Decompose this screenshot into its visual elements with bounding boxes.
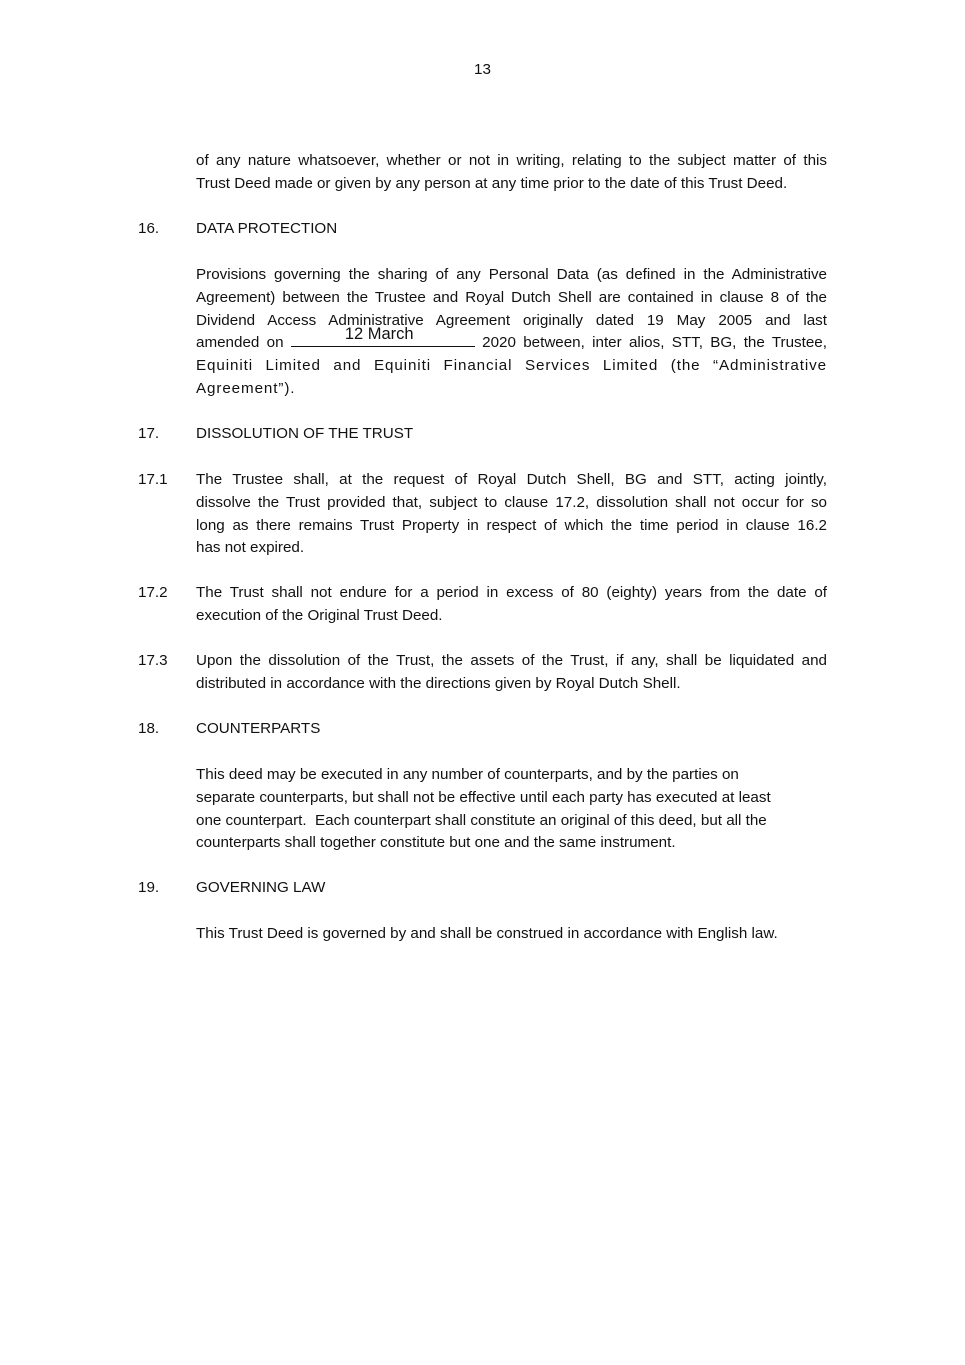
section-19-heading: GOVERNING LAW	[196, 879, 326, 896]
paragraph-line: separate counterparts, but shall not be effective until each party has executed at least	[196, 788, 771, 806]
clause-17-1-number: 17.1	[138, 471, 168, 488]
amended-line	[196, 325, 827, 355]
paragraph-line: The Trustee shall, at the request of Royal Dutch Shell, BG and STT, acting jointly,	[196, 471, 827, 488]
section-18-heading: COUNTERPARTS	[196, 720, 321, 737]
paragraph-line: Agreement”).	[196, 379, 296, 397]
section-17-number: 17.	[138, 425, 160, 442]
page-number: 13	[474, 61, 491, 78]
paragraph-line: Agreement) between the Trustee and Royal Dutch Shell are contained in clause 8 of the	[196, 288, 827, 306]
section-16-paragraph	[196, 264, 827, 401]
section-18-paragraph	[196, 764, 827, 855]
section-18-number: 18.	[138, 720, 160, 737]
paragraph-line: execution of the Original Trust Deed.	[196, 606, 443, 624]
intro-line: Trust Deed made or given by any person at any time prior to the date of this Trust Deed.	[196, 174, 788, 192]
intro-line: of any nature whatsoever, whether or not in writing, relating to the subject matter of this	[196, 152, 827, 169]
paragraph-line: Upon the dissolution of the Trust, the assets of the Trust, if any, shall be liquidated and	[196, 652, 827, 669]
clause-17-2-text	[196, 582, 827, 628]
section-17-heading: DISSOLUTION OF THE TRUST	[196, 425, 414, 442]
section-16-number: 16.	[138, 220, 160, 237]
paragraph-line: one counterpart. Each counterpart shall constitute an original of this deed, but all the	[196, 811, 767, 829]
paragraph-line: long as there remains Trust Property in respect of which the time period in clause 16.2	[196, 516, 827, 534]
date-blank-value: 12 March	[344, 325, 414, 344]
paragraph-line: This deed may be executed in any number of counterparts, and by the parties on	[196, 766, 739, 783]
amended-suffix: 2020 between, inter alios, STT, BG, the Trustee,	[482, 334, 827, 352]
clause-17-3-text	[196, 650, 827, 696]
section-19-number: 19.	[138, 879, 160, 896]
intro-paragraph	[196, 150, 827, 196]
section-19-paragraph	[196, 923, 827, 946]
paragraph-line: The Trust shall not endure for a period in excess of 80 (eighty) years from the date of	[196, 584, 827, 601]
paragraph-line: has not expired.	[196, 539, 305, 557]
clause-17-3-number: 17.3	[138, 652, 168, 669]
paragraph-line: Provisions governing the sharing of any Personal Data (as defined in the Administrative	[196, 266, 827, 283]
date-blank-field	[291, 325, 475, 347]
clause-17-2-number: 17.2	[138, 584, 168, 601]
clause-17-1-text	[196, 469, 827, 560]
paragraph-line: Dividend Access Administrative Agreement originally dated 19 May 2005 and last	[196, 311, 827, 329]
paragraph-line: counterparts shall together constitute but one and the same instrument.	[196, 834, 676, 852]
amended-prefix: amended on	[196, 334, 284, 352]
paragraph-line: This Trust Deed is governed by and shall be construed in accordance with English law.	[196, 925, 778, 942]
section-16-heading: DATA PROTECTION	[196, 220, 338, 237]
paragraph-line: Equiniti Limited and Equiniti Financial Services Limited (the “Administrative	[196, 357, 827, 375]
paragraph-line: dissolve the Trust provided that, subject to clause 17.2, dissolution shall not occur for so	[196, 493, 827, 511]
paragraph-line: distributed in accordance with the directions given by Royal Dutch Shell.	[196, 674, 681, 692]
